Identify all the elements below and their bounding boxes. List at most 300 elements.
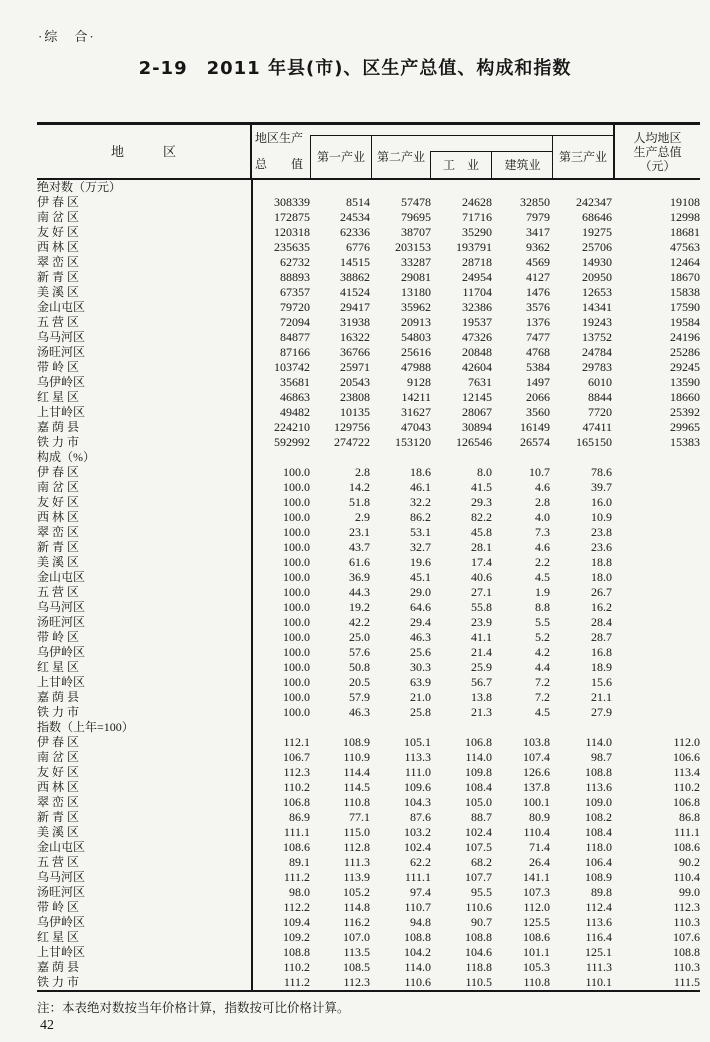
value-cell: 108.2 <box>585 810 612 824</box>
value-cell: 12145 <box>462 390 492 404</box>
value-cell: 110.6 <box>465 900 492 914</box>
value-cell: 112.0 <box>673 735 700 749</box>
table-row <box>37 600 700 615</box>
value-cell: 126.6 <box>523 765 550 779</box>
value-cell: 26.4 <box>529 855 550 869</box>
table-row <box>37 810 700 825</box>
value-cell: 87.6 <box>410 810 431 824</box>
value-cell: 26574 <box>520 435 550 449</box>
value-cell: 25.8 <box>410 705 431 719</box>
value-cell: 111.0 <box>404 765 431 779</box>
value-cell: 80.9 <box>529 810 550 824</box>
region-name: 乌马河区 <box>37 600 252 615</box>
value-cell: 113.3 <box>404 750 431 764</box>
section-label: 绝对数（万元） <box>37 180 252 195</box>
value-cell: 5.5 <box>535 615 550 629</box>
value-cell: 108.8 <box>404 930 431 944</box>
table-row <box>37 405 700 420</box>
value-cell <box>550 450 612 465</box>
value-cell: 4.5 <box>535 705 550 719</box>
value-cell: 19537 <box>462 315 492 329</box>
value-cell: 62.2 <box>410 855 431 869</box>
value-cell: 14211 <box>401 390 431 404</box>
value-cell: 100.0 <box>283 645 310 659</box>
value-cell: 32.7 <box>410 540 431 554</box>
value-cell: 46.3 <box>349 705 370 719</box>
value-cell: 57.9 <box>349 690 370 704</box>
table-row <box>37 675 700 690</box>
value-cell: 115.0 <box>343 825 370 839</box>
value-cell: 28.4 <box>591 615 612 629</box>
value-cell: 42604 <box>462 360 492 374</box>
value-cell <box>252 180 310 195</box>
value-cell: 104.6 <box>465 945 492 959</box>
value-cell <box>310 450 370 465</box>
value-cell <box>612 645 700 660</box>
value-cell: 118.8 <box>465 960 492 974</box>
value-cell <box>612 465 700 480</box>
value-cell: 88.7 <box>471 810 492 824</box>
value-cell: 13180 <box>401 285 431 299</box>
value-cell: 35290 <box>462 225 492 239</box>
region-name: 南 岔 区 <box>37 210 252 225</box>
value-cell: 110.2 <box>283 780 310 794</box>
value-cell: 108.8 <box>283 945 310 959</box>
value-cell: 29783 <box>582 360 612 374</box>
value-cell: 116.2 <box>343 915 370 929</box>
value-cell: 104.2 <box>404 945 431 959</box>
region-name: 带 岭 区 <box>37 900 252 915</box>
value-cell: 4768 <box>526 345 550 359</box>
table-row <box>37 495 700 510</box>
value-cell: 64.6 <box>410 600 431 614</box>
value-cell: 18660 <box>670 390 700 404</box>
value-cell: 68646 <box>582 210 612 224</box>
value-cell: 16.8 <box>591 645 612 659</box>
value-cell: 32.2 <box>410 495 431 509</box>
value-cell: 25971 <box>340 360 370 374</box>
value-cell: 24196 <box>670 330 700 344</box>
value-cell: 94.8 <box>410 915 431 929</box>
value-cell: 6010 <box>588 375 612 389</box>
value-cell: 102.4 <box>404 840 431 854</box>
value-cell <box>612 705 700 720</box>
region-name: 西 林 区 <box>37 240 252 255</box>
value-cell: 46.1 <box>410 480 431 494</box>
value-cell: 110.5 <box>465 975 492 989</box>
value-cell: 31627 <box>401 405 431 419</box>
value-cell: 10.9 <box>591 510 612 524</box>
value-cell: 106.8 <box>465 735 492 749</box>
header-per-capita-line1: 人均地区 <box>633 130 682 145</box>
region-name: 嘉 荫 县 <box>37 960 252 975</box>
value-cell <box>252 450 310 465</box>
value-cell: 111.1 <box>404 870 431 884</box>
region-name: 新 青 区 <box>37 810 252 825</box>
value-cell: 109.2 <box>283 930 310 944</box>
value-cell: 100.0 <box>283 630 310 644</box>
value-cell: 8.8 <box>535 600 550 614</box>
value-cell: 98.7 <box>591 750 612 764</box>
value-cell <box>612 615 700 630</box>
value-cell: 107.4 <box>523 750 550 764</box>
value-cell: 108.8 <box>465 930 492 944</box>
value-cell: 28718 <box>462 255 492 269</box>
value-cell: 87166 <box>280 345 310 359</box>
value-cell: 7.3 <box>535 525 550 539</box>
table-row <box>37 360 700 375</box>
region-name: 五 营 区 <box>37 855 252 870</box>
value-cell: 165150 <box>576 435 612 449</box>
region-name: 乌伊岭区 <box>37 375 252 390</box>
value-cell: 102.4 <box>465 825 492 839</box>
value-cell: 113.5 <box>343 945 370 959</box>
table-row <box>37 930 700 945</box>
table-note: 注：本表绝对数按当年价格计算，指数按可比价格计算。 <box>37 1001 350 1015</box>
region-name: 铁 力 市 <box>37 435 252 450</box>
value-cell: 79720 <box>280 300 310 314</box>
value-cell: 21.4 <box>471 645 492 659</box>
value-cell: 103.2 <box>404 825 431 839</box>
value-cell: 106.8 <box>283 795 310 809</box>
value-cell: 14930 <box>582 255 612 269</box>
value-cell: 29965 <box>670 420 700 434</box>
value-cell: 172875 <box>274 210 310 224</box>
value-cell: 7720 <box>588 405 612 419</box>
value-cell: 47326 <box>462 330 492 344</box>
value-cell <box>252 720 310 735</box>
value-cell: 41.5 <box>471 480 492 494</box>
value-cell: 27.9 <box>591 705 612 719</box>
value-cell: 25.9 <box>471 660 492 674</box>
value-cell: 36766 <box>340 345 370 359</box>
value-cell: 13590 <box>670 375 700 389</box>
table-row <box>37 945 700 960</box>
region-name: 南 岔 区 <box>37 750 252 765</box>
value-cell: 47563 <box>670 240 700 254</box>
value-cell: 100.1 <box>523 795 550 809</box>
value-cell: 33287 <box>401 255 431 269</box>
value-cell: 112.4 <box>585 900 612 914</box>
region-name: 伊 春 区 <box>37 195 252 210</box>
value-cell: 100.0 <box>283 690 310 704</box>
value-cell: 108.6 <box>673 840 700 854</box>
value-cell: 100.0 <box>283 705 310 719</box>
value-cell: 25.6 <box>410 645 431 659</box>
value-cell: 114.5 <box>343 780 370 794</box>
value-cell: 28.7 <box>591 630 612 644</box>
value-cell <box>612 585 700 600</box>
value-cell: 62336 <box>340 225 370 239</box>
value-cell: 23.6 <box>591 540 612 554</box>
value-cell: 114.0 <box>404 960 431 974</box>
value-cell: 112.0 <box>523 900 550 914</box>
value-cell: 109.0 <box>585 795 612 809</box>
page-title: 2-19 2011 年县(市)、区生产总值、构成和指数 <box>138 58 572 79</box>
value-cell: 89.1 <box>289 855 310 869</box>
value-cell: 43.7 <box>349 540 370 554</box>
value-cell <box>612 720 700 735</box>
value-cell: 18.0 <box>591 570 612 584</box>
value-cell: 7979 <box>526 210 550 224</box>
region-name: 友 好 区 <box>37 765 252 780</box>
value-cell: 110.4 <box>523 825 550 839</box>
table-row <box>37 525 700 540</box>
value-cell: 24784 <box>582 345 612 359</box>
table-row <box>37 615 700 630</box>
region-name: 红 星 区 <box>37 930 252 945</box>
value-cell: 23.8 <box>591 525 612 539</box>
value-cell <box>612 495 700 510</box>
value-cell: 125.1 <box>585 945 612 959</box>
value-cell: 47043 <box>401 420 431 434</box>
region-name: 红 星 区 <box>37 390 252 405</box>
value-cell: 137.8 <box>523 780 550 794</box>
value-cell: 5.2 <box>535 630 550 644</box>
value-cell: 3560 <box>526 405 550 419</box>
table-row <box>37 435 700 450</box>
value-cell: 1497 <box>526 375 550 389</box>
value-cell: 24954 <box>462 270 492 284</box>
value-cell: 113.6 <box>585 780 612 794</box>
region-name: 翠 峦 区 <box>37 795 252 810</box>
region-name: 美 溪 区 <box>37 825 252 840</box>
value-cell: 100.0 <box>283 495 310 509</box>
region-name: 汤旺河区 <box>37 615 252 630</box>
table-row <box>37 915 700 930</box>
region-name: 上甘岭区 <box>37 675 252 690</box>
value-cell <box>492 180 550 195</box>
value-cell: 18.8 <box>591 555 612 569</box>
corner-label: ·综 合· <box>38 29 96 44</box>
value-cell <box>612 660 700 675</box>
value-cell: 108.4 <box>585 825 612 839</box>
value-cell: 110.8 <box>523 975 550 989</box>
value-cell: 89.8 <box>591 885 612 899</box>
value-cell: 30894 <box>462 420 492 434</box>
value-cell: 4.2 <box>535 645 550 659</box>
table-row <box>37 570 700 585</box>
value-cell: 110.9 <box>343 750 370 764</box>
value-cell: 108.6 <box>283 840 310 854</box>
value-cell: 100.0 <box>283 510 310 524</box>
value-cell: 8514 <box>346 195 370 209</box>
value-cell: 25286 <box>670 345 700 359</box>
value-cell <box>612 480 700 495</box>
value-cell: 16.2 <box>591 600 612 614</box>
value-cell: 107.5 <box>465 840 492 854</box>
value-cell: 100.0 <box>283 675 310 689</box>
table-row <box>37 630 700 645</box>
value-cell: 1376 <box>526 315 550 329</box>
region-name: 汤旺河区 <box>37 885 252 900</box>
value-cell: 10135 <box>340 405 370 419</box>
region-name: 五 营 区 <box>37 585 252 600</box>
value-cell: 21.1 <box>591 690 612 704</box>
table-row <box>37 465 700 480</box>
value-cell: 29.4 <box>410 615 431 629</box>
table-row <box>37 300 700 315</box>
value-cell: 15.6 <box>591 675 612 689</box>
table-row <box>37 765 700 780</box>
value-cell <box>550 180 612 195</box>
value-cell: 19584 <box>670 315 700 329</box>
value-cell: 110.8 <box>343 795 370 809</box>
table-row <box>37 375 700 390</box>
value-cell: 40.6 <box>471 570 492 584</box>
value-cell: 105.3 <box>523 960 550 974</box>
value-cell <box>612 570 700 585</box>
value-cell: 19275 <box>582 225 612 239</box>
value-cell: 86.9 <box>289 810 310 824</box>
value-cell: 242347 <box>576 195 612 209</box>
value-cell: 45.8 <box>471 525 492 539</box>
table-row <box>37 975 700 991</box>
region-name: 新 青 区 <box>37 540 252 555</box>
value-cell <box>431 450 492 465</box>
table-row <box>37 345 700 360</box>
value-cell: 4.5 <box>535 570 550 584</box>
value-cell <box>492 450 550 465</box>
value-cell: 107.6 <box>673 930 700 944</box>
value-cell: 112.3 <box>283 765 310 779</box>
region-name: 铁 力 市 <box>37 975 252 991</box>
value-cell: 100.0 <box>283 480 310 494</box>
value-cell: 108.9 <box>585 870 612 884</box>
value-cell: 55.8 <box>471 600 492 614</box>
section-label: 构成（%） <box>37 450 252 465</box>
stat-table-wrap <box>37 122 700 992</box>
value-cell: 18.6 <box>410 465 431 479</box>
stat-table <box>37 180 700 992</box>
table-row <box>37 555 700 570</box>
value-cell <box>370 180 431 195</box>
table-row <box>37 705 700 720</box>
value-cell: 38707 <box>401 225 431 239</box>
table-row <box>37 900 700 915</box>
region-name: 翠 峦 区 <box>37 525 252 540</box>
value-cell: 7.2 <box>535 690 550 704</box>
value-cell: 32386 <box>462 300 492 314</box>
value-cell: 110.3 <box>673 915 700 929</box>
value-cell <box>612 525 700 540</box>
value-cell: 141.1 <box>523 870 550 884</box>
value-cell: 9362 <box>526 240 550 254</box>
value-cell: 63.9 <box>410 675 431 689</box>
value-cell: 82.2 <box>471 510 492 524</box>
value-cell: 109.8 <box>465 765 492 779</box>
value-cell: 84877 <box>280 330 310 344</box>
value-cell: 125.5 <box>523 915 550 929</box>
value-cell: 21.0 <box>410 690 431 704</box>
region-name: 上甘岭区 <box>37 405 252 420</box>
value-cell: 79695 <box>401 210 431 224</box>
table-row <box>37 330 700 345</box>
table-row <box>37 885 700 900</box>
value-cell: 95.5 <box>471 885 492 899</box>
value-cell: 308339 <box>274 195 310 209</box>
table-row <box>37 420 700 435</box>
value-cell: 105.1 <box>404 735 431 749</box>
value-cell: 112.1 <box>283 735 310 749</box>
value-cell <box>310 720 370 735</box>
value-cell: 13.8 <box>471 690 492 704</box>
value-cell: 51.8 <box>349 495 370 509</box>
value-cell <box>612 540 700 555</box>
value-cell <box>612 690 700 705</box>
value-cell <box>612 180 700 195</box>
value-cell: 23808 <box>340 390 370 404</box>
value-cell: 110.2 <box>673 780 700 794</box>
table-row <box>37 285 700 300</box>
value-cell: 112.2 <box>283 900 310 914</box>
value-cell: 97.4 <box>410 885 431 899</box>
table-row <box>37 255 700 270</box>
value-cell: 100.0 <box>283 555 310 569</box>
value-cell: 106.4 <box>585 855 612 869</box>
value-cell: 18670 <box>670 270 700 284</box>
value-cell: 5384 <box>526 360 550 374</box>
value-cell: 12464 <box>670 255 700 269</box>
value-cell: 3576 <box>526 300 550 314</box>
value-cell: 35681 <box>280 375 310 389</box>
region-name: 汤旺河区 <box>37 345 252 360</box>
value-cell: 108.5 <box>343 960 370 974</box>
table-body <box>37 180 700 991</box>
value-cell: 38862 <box>340 270 370 284</box>
region-name: 红 星 区 <box>37 660 252 675</box>
value-cell: 153120 <box>395 435 431 449</box>
value-cell: 4.4 <box>535 660 550 674</box>
value-cell: 26.7 <box>591 585 612 599</box>
table-header <box>37 122 700 180</box>
header-construction: 建筑业 <box>504 158 541 172</box>
region-name: 新 青 区 <box>37 270 252 285</box>
value-cell <box>370 720 431 735</box>
value-cell: 28067 <box>462 405 492 419</box>
value-cell: 29.3 <box>471 495 492 509</box>
value-cell: 25706 <box>582 240 612 254</box>
value-cell: 112.3 <box>343 975 370 989</box>
value-cell: 32850 <box>520 195 550 209</box>
header-tertiary-industry: 第三产业 <box>552 136 613 178</box>
value-cell: 108.6 <box>523 930 550 944</box>
region-name: 金山屯区 <box>37 570 252 585</box>
region-name: 乌马河区 <box>37 330 252 345</box>
value-cell: 35962 <box>401 300 431 314</box>
value-cell: 109.6 <box>404 780 431 794</box>
value-cell: 27.1 <box>471 585 492 599</box>
value-cell: 86.2 <box>410 510 431 524</box>
value-cell: 46.3 <box>410 630 431 644</box>
value-cell: 100.0 <box>283 540 310 554</box>
value-cell: 274722 <box>334 435 370 449</box>
header-secondary-industry: 第二产业 <box>376 150 425 164</box>
value-cell: 110.4 <box>673 870 700 884</box>
value-cell: 193791 <box>456 240 492 254</box>
table-row <box>37 735 700 750</box>
value-cell: 10.7 <box>529 465 550 479</box>
value-cell: 100.0 <box>283 465 310 479</box>
value-cell: 42.2 <box>349 615 370 629</box>
value-cell: 114.0 <box>465 750 492 764</box>
header-per-capita-line3: （元） <box>639 158 676 173</box>
value-cell: 224210 <box>274 420 310 434</box>
section-label-row <box>37 450 700 465</box>
value-cell: 113.9 <box>343 870 370 884</box>
value-cell: 25392 <box>670 405 700 419</box>
value-cell: 18681 <box>670 225 700 239</box>
